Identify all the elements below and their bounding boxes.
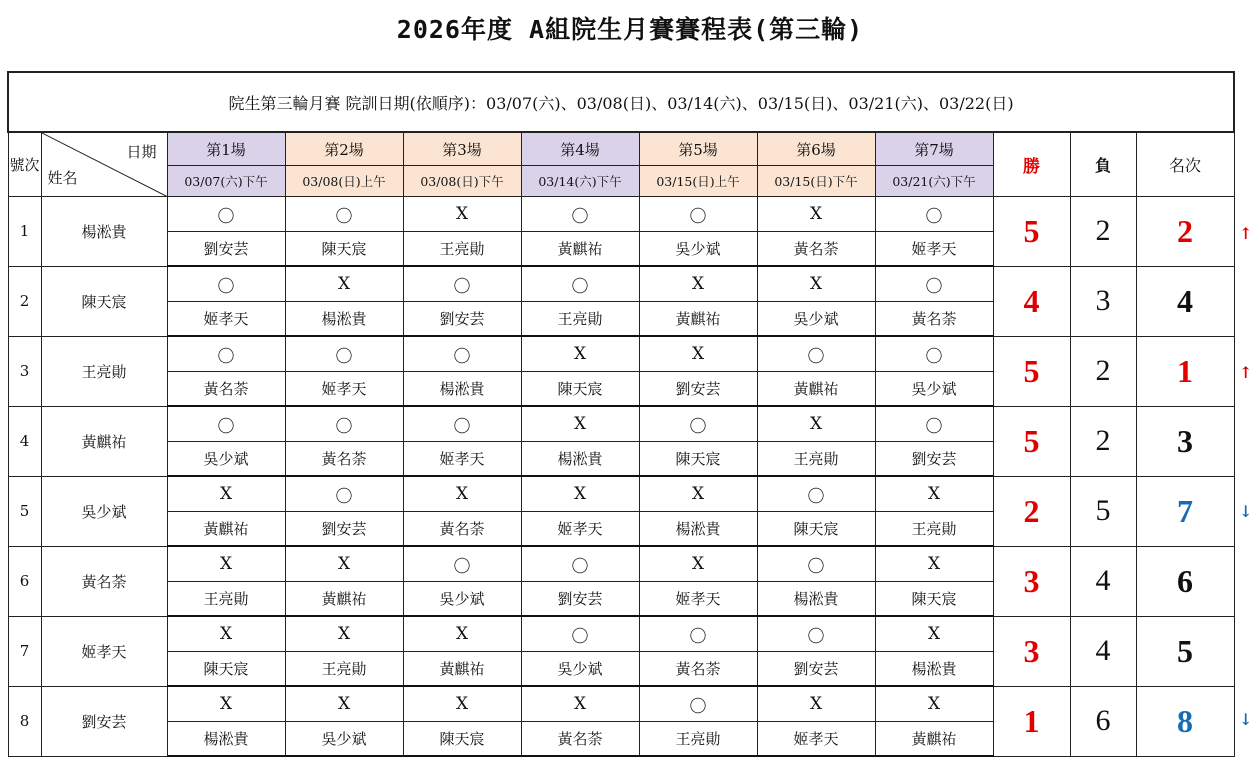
match-opponent: 王亮勛	[167, 582, 285, 617]
slot-header: 第5場	[639, 132, 757, 166]
match-opponent: 王亮勛	[639, 722, 757, 757]
rank-value: 6	[1136, 546, 1234, 616]
wins-count: 4	[993, 266, 1070, 336]
slot-date: 03/07(六)下午	[167, 166, 285, 197]
match-result: X	[639, 546, 757, 582]
match-result: X	[875, 686, 993, 722]
slot-date: 03/15(日)上午	[639, 166, 757, 197]
wins-count: 3	[993, 616, 1070, 686]
match-result: 〇	[875, 336, 993, 372]
match-opponent: 吳少斌	[875, 372, 993, 407]
slot-date: 03/21(六)下午	[875, 166, 993, 197]
match-opponent: 姬孝天	[521, 512, 639, 547]
losses-count: 6	[1070, 686, 1136, 756]
match-opponent: 王亮勛	[875, 512, 993, 547]
match-opponent: 姬孝天	[403, 442, 521, 477]
player-row	[8, 686, 1234, 722]
match-result: 〇	[285, 476, 403, 512]
match-result: X	[403, 616, 521, 652]
rank-trend-arrow: ↓	[1239, 710, 1253, 730]
match-result: 〇	[875, 406, 993, 442]
match-result: X	[167, 616, 285, 652]
match-opponent: 陳天宸	[403, 722, 521, 757]
match-opponent: 黃名荼	[639, 652, 757, 687]
rank-trend-arrow: ↓	[1239, 501, 1253, 521]
training-dates-info: 院生第三輪月賽 院訓日期(依順序)：03/07(六)、03/08(日)、03/14(六)、03/15(日)、03/21(六)、03/22(日)	[8, 72, 1234, 132]
match-opponent: 姬孝天	[639, 582, 757, 617]
player-number: 4	[8, 406, 41, 476]
player-number: 1	[8, 197, 41, 267]
page-title: 2026年度 A組院生月賽賽程表(第三輪)	[396, 15, 864, 44]
match-result: X	[167, 476, 285, 512]
player-row	[8, 266, 1234, 302]
match-opponent: 黃名荼	[757, 232, 875, 267]
column-header-wins: 勝	[993, 132, 1070, 197]
match-opponent: 黃名荼	[167, 372, 285, 407]
match-result: 〇	[403, 546, 521, 582]
match-result: X	[875, 616, 993, 652]
match-opponent: 劉安芸	[757, 652, 875, 687]
match-result: X	[757, 197, 875, 232]
match-opponent: 黃麒祐	[167, 512, 285, 547]
slot-date: 03/08(日)下午	[403, 166, 521, 197]
match-result: X	[639, 476, 757, 512]
match-result: X	[875, 546, 993, 582]
column-header-rank: 名次	[1136, 132, 1234, 197]
player-name: 黃名荼	[41, 546, 167, 616]
match-result: 〇	[757, 476, 875, 512]
player-name: 王亮勛	[41, 336, 167, 406]
match-result: X	[521, 406, 639, 442]
column-header-losses: 負	[1070, 132, 1136, 197]
losses-count: 3	[1070, 266, 1136, 336]
wins-count: 2	[993, 476, 1070, 546]
player-row	[8, 476, 1234, 512]
player-row	[8, 406, 1234, 442]
match-result: X	[285, 616, 403, 652]
match-opponent: 吳少斌	[403, 582, 521, 617]
column-header-number: 號次	[8, 132, 41, 197]
match-opponent: 吳少斌	[285, 722, 403, 757]
rank-value: 5	[1136, 616, 1234, 686]
match-result: X	[403, 197, 521, 232]
match-opponent: 黃麒祐	[875, 722, 993, 757]
player-name: 黃麒祐	[41, 406, 167, 476]
match-opponent: 劉安芸	[285, 512, 403, 547]
losses-count: 5	[1070, 476, 1136, 546]
match-result: X	[875, 476, 993, 512]
match-result: 〇	[403, 406, 521, 442]
match-opponent: 姬孝天	[167, 302, 285, 337]
match-result: X	[757, 406, 875, 442]
match-result: 〇	[285, 406, 403, 442]
name-label: 姓名	[47, 169, 78, 187]
match-opponent: 黃名荼	[403, 512, 521, 547]
match-opponent: 姬孝天	[757, 722, 875, 757]
match-result: X	[521, 336, 639, 372]
match-opponent: 陳天宸	[521, 372, 639, 407]
rank-trend-arrow: ↑	[1239, 223, 1253, 243]
match-opponent: 王亮勛	[521, 302, 639, 337]
losses-count: 4	[1070, 546, 1136, 616]
player-name: 吳少斌	[41, 476, 167, 546]
match-result: 〇	[639, 616, 757, 652]
match-opponent: 劉安芸	[521, 582, 639, 617]
match-opponent: 楊淞貴	[403, 372, 521, 407]
match-opponent: 黃麒祐	[403, 652, 521, 687]
match-opponent: 姬孝天	[285, 372, 403, 407]
match-opponent: 吳少斌	[639, 232, 757, 267]
player-number: 5	[8, 476, 41, 546]
losses-count: 4	[1070, 616, 1136, 686]
match-opponent: 陳天宸	[285, 232, 403, 267]
match-result: 〇	[639, 406, 757, 442]
match-result: X	[285, 546, 403, 582]
match-opponent: 劉安芸	[403, 302, 521, 337]
match-result: X	[521, 686, 639, 722]
player-row	[8, 197, 1234, 232]
player-name: 陳天宸	[41, 266, 167, 336]
player-name: 姬孝天	[41, 616, 167, 686]
match-opponent: 黃麒祐	[639, 302, 757, 337]
match-opponent: 劉安芸	[875, 442, 993, 477]
player-number: 2	[8, 266, 41, 336]
match-result: 〇	[521, 546, 639, 582]
match-opponent: 王亮勛	[285, 652, 403, 687]
match-opponent: 楊淞貴	[167, 722, 285, 757]
match-opponent: 楊淞貴	[639, 512, 757, 547]
slot-header: 第1場	[167, 132, 285, 166]
slot-date: 03/14(六)下午	[521, 166, 639, 197]
wins-count: 5	[993, 336, 1070, 406]
rank-value: 3	[1136, 406, 1234, 476]
slot-header: 第7場	[875, 132, 993, 166]
column-header-name-date	[41, 132, 167, 197]
match-result: X	[639, 336, 757, 372]
wins-count: 1	[993, 686, 1070, 756]
match-opponent: 陳天宸	[167, 652, 285, 687]
match-result: 〇	[167, 197, 285, 232]
match-result: X	[167, 546, 285, 582]
losses-count: 2	[1070, 406, 1136, 476]
match-result: X	[285, 686, 403, 722]
match-opponent: 陳天宸	[757, 512, 875, 547]
match-result: 〇	[167, 336, 285, 372]
match-result: 〇	[757, 336, 875, 372]
slot-header: 第4場	[521, 132, 639, 166]
match-result: X	[285, 266, 403, 302]
match-result: 〇	[639, 686, 757, 722]
match-opponent: 楊淞貴	[875, 652, 993, 687]
losses-count: 2	[1070, 197, 1136, 267]
match-opponent: 吳少斌	[167, 442, 285, 477]
date-label: 日期	[126, 143, 157, 161]
player-row	[8, 546, 1234, 582]
slot-date: 03/15(日)下午	[757, 166, 875, 197]
match-result: X	[757, 686, 875, 722]
match-result: 〇	[875, 197, 993, 232]
match-opponent: 黃麒祐	[285, 582, 403, 617]
match-result: 〇	[639, 197, 757, 232]
player-name: 劉安芸	[41, 686, 167, 756]
slot-header: 第2場	[285, 132, 403, 166]
match-opponent: 楊淞貴	[521, 442, 639, 477]
match-opponent: 黃麒祐	[757, 372, 875, 407]
wins-count: 3	[993, 546, 1070, 616]
match-result: 〇	[875, 266, 993, 302]
match-opponent: 劉安芸	[639, 372, 757, 407]
match-result: 〇	[521, 266, 639, 302]
match-result: 〇	[285, 336, 403, 372]
player-number: 3	[8, 336, 41, 406]
rank-value: 4	[1136, 266, 1234, 336]
match-result: 〇	[403, 336, 521, 372]
match-opponent: 王亮勛	[403, 232, 521, 267]
match-result: 〇	[757, 616, 875, 652]
schedule-table	[7, 71, 1235, 757]
match-opponent: 黃名荼	[875, 302, 993, 337]
match-opponent: 黃名荼	[285, 442, 403, 477]
player-row	[8, 616, 1234, 652]
player-number: 7	[8, 616, 41, 686]
match-opponent: 楊淞貴	[285, 302, 403, 337]
match-result: X	[167, 686, 285, 722]
match-opponent: 吳少斌	[757, 302, 875, 337]
match-result: 〇	[285, 197, 403, 232]
slot-header: 第3場	[403, 132, 521, 166]
match-opponent: 陳天宸	[875, 582, 993, 617]
match-result: 〇	[167, 406, 285, 442]
rank-trend-arrow: ↑	[1239, 362, 1253, 382]
match-opponent: 劉安芸	[167, 232, 285, 267]
match-result: 〇	[521, 616, 639, 652]
match-result: X	[403, 686, 521, 722]
rank-value: 1	[1136, 336, 1234, 406]
slot-date: 03/08(日)上午	[285, 166, 403, 197]
match-result: X	[521, 476, 639, 512]
rank-value: 7	[1136, 476, 1234, 546]
player-number: 6	[8, 546, 41, 616]
match-opponent: 黃麒祐	[521, 232, 639, 267]
match-result: 〇	[521, 197, 639, 232]
player-row	[8, 336, 1234, 372]
rank-value: 2	[1136, 197, 1234, 267]
match-opponent: 吳少斌	[521, 652, 639, 687]
match-opponent: 黃名荼	[521, 722, 639, 757]
match-opponent: 姬孝天	[875, 232, 993, 267]
wins-count: 5	[993, 197, 1070, 267]
match-result: X	[757, 266, 875, 302]
wins-count: 5	[993, 406, 1070, 476]
match-result: X	[403, 476, 521, 512]
player-number: 8	[8, 686, 41, 756]
slot-header: 第6場	[757, 132, 875, 166]
player-name: 楊淞貴	[41, 197, 167, 267]
match-result: 〇	[403, 266, 521, 302]
losses-count: 2	[1070, 336, 1136, 406]
rank-value: 8	[1136, 686, 1234, 756]
match-opponent: 楊淞貴	[757, 582, 875, 617]
match-opponent: 陳天宸	[639, 442, 757, 477]
match-opponent: 王亮勛	[757, 442, 875, 477]
match-result: 〇	[167, 266, 285, 302]
match-result: 〇	[757, 546, 875, 582]
match-result: X	[639, 266, 757, 302]
